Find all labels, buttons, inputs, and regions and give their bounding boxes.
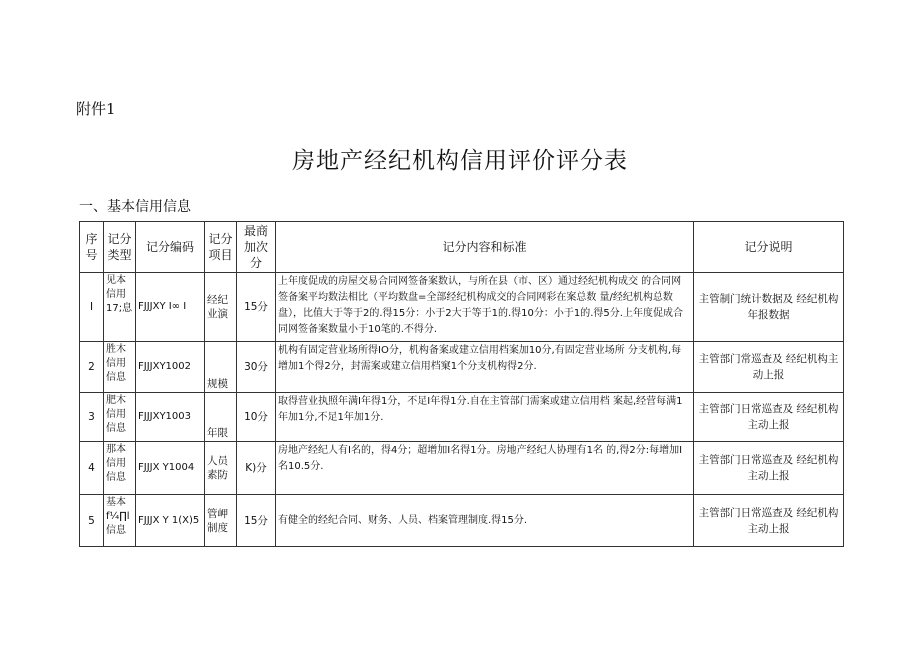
cell-code: FJJJXY I∞ I: [136, 273, 205, 342]
table-row: [80, 273, 844, 342]
cell-max: 15分: [237, 273, 276, 342]
table-row: [80, 342, 844, 393]
cell-max: 30分: [237, 342, 276, 393]
section-heading: 一、基本信用信息: [79, 199, 191, 215]
table-row: [80, 442, 844, 495]
cell-type: 肥木 信用 信息: [104, 393, 136, 442]
cell-note: 主管部门常巡查及 经纪机构主动上报: [694, 342, 844, 393]
table-row: [80, 393, 844, 442]
cell-type: 胜木 信用 信息: [104, 342, 136, 393]
header-max: 最商 加次分: [237, 222, 276, 273]
cell-note: 主管制门统计数据及 经纪机构年报数据: [694, 273, 844, 342]
cell-content: 机构有固定营业场所得IO分，机构备案或建立信用档案加10分,有固定营业场所 分支机构,每增加1个得2分，封需案或建立信用档窠1个分支机构得2分.: [276, 342, 694, 393]
cell-seq: 4: [80, 442, 104, 495]
cell-type: 见本 信用 17;息: [104, 273, 136, 342]
header-seq: 序 号: [80, 222, 104, 273]
cell-code: FJJJX Y1004: [136, 442, 205, 495]
table-header-row: [80, 222, 844, 273]
cell-code: FJJJX Y 1(X)5: [136, 495, 205, 547]
cell-seq: 5: [80, 495, 104, 547]
cell-item: 年限: [205, 393, 237, 442]
cell-code: FJJJXY1003: [136, 393, 205, 442]
header-content: 记分内容和标准: [276, 222, 694, 273]
cell-item: 管岬 制度: [205, 495, 237, 547]
cell-item: 规模: [205, 342, 237, 393]
cell-item: 人员 素防: [205, 442, 237, 495]
cell-seq: I: [80, 273, 104, 342]
table-row: [80, 495, 844, 547]
cell-note: 主管部门日常巡查及 经纪机构主动上报: [694, 495, 844, 547]
cell-max: 10分: [237, 393, 276, 442]
cell-seq: 2: [80, 342, 104, 393]
cell-code: FJJJXY1002: [136, 342, 205, 393]
credit-score-table: [79, 221, 844, 547]
cell-type: 那本 信用 信息: [104, 442, 136, 495]
header-note: 记分说明: [694, 222, 844, 273]
cell-max: 15分: [237, 495, 276, 547]
cell-max: K)分: [237, 442, 276, 495]
header-type: 记分 类型: [104, 222, 136, 273]
document-title: 房地产经纪机构信用评价评分表: [292, 148, 628, 174]
cell-seq: 3: [80, 393, 104, 442]
cell-content: 房地产经纪人有I名的，得4分；超增加I名得1分。房地产经纪人协理有1名 的,得2分:每增加I名10.5分.: [276, 442, 694, 495]
header-item: 记分 项目: [205, 222, 237, 273]
cell-type: 基本 f¼∏l 信息: [104, 495, 136, 547]
cell-item: 经纪 业演: [205, 273, 237, 342]
cell-content: 取得营业执照年满I年得1分，不足I年得1分.自在主管部门需案或建立信用档 案起,经营每满1年加1分,不足1年加1分.: [276, 393, 694, 442]
cell-note: 主管部门日常巡查及 经纪机构主动上报: [694, 393, 844, 442]
cell-content: 有健全的经纪合同、财务、人员、档案管理制度.得15分.: [276, 495, 694, 547]
cell-note: 主管部门日常巡查及 经纪机构主动上报: [694, 442, 844, 495]
cell-content: 上年度促成的房屋交易合同网签备案数认，与所在县（市、区）通过经纪机构成交 的合同网签备案平均数法相比（平均数盘=全部经纪机构成交的合同网彩在案总数 量/经纪机构总数盘），比值大于等于2的.得15分：小于2大于等于1的.得10分：小于1的.得5分.上年度促成合同网签备案数量小于10笔的.不得分.: [276, 273, 694, 342]
header-code: 记分编码: [136, 222, 205, 273]
attachment-label: 附件1: [76, 100, 116, 118]
